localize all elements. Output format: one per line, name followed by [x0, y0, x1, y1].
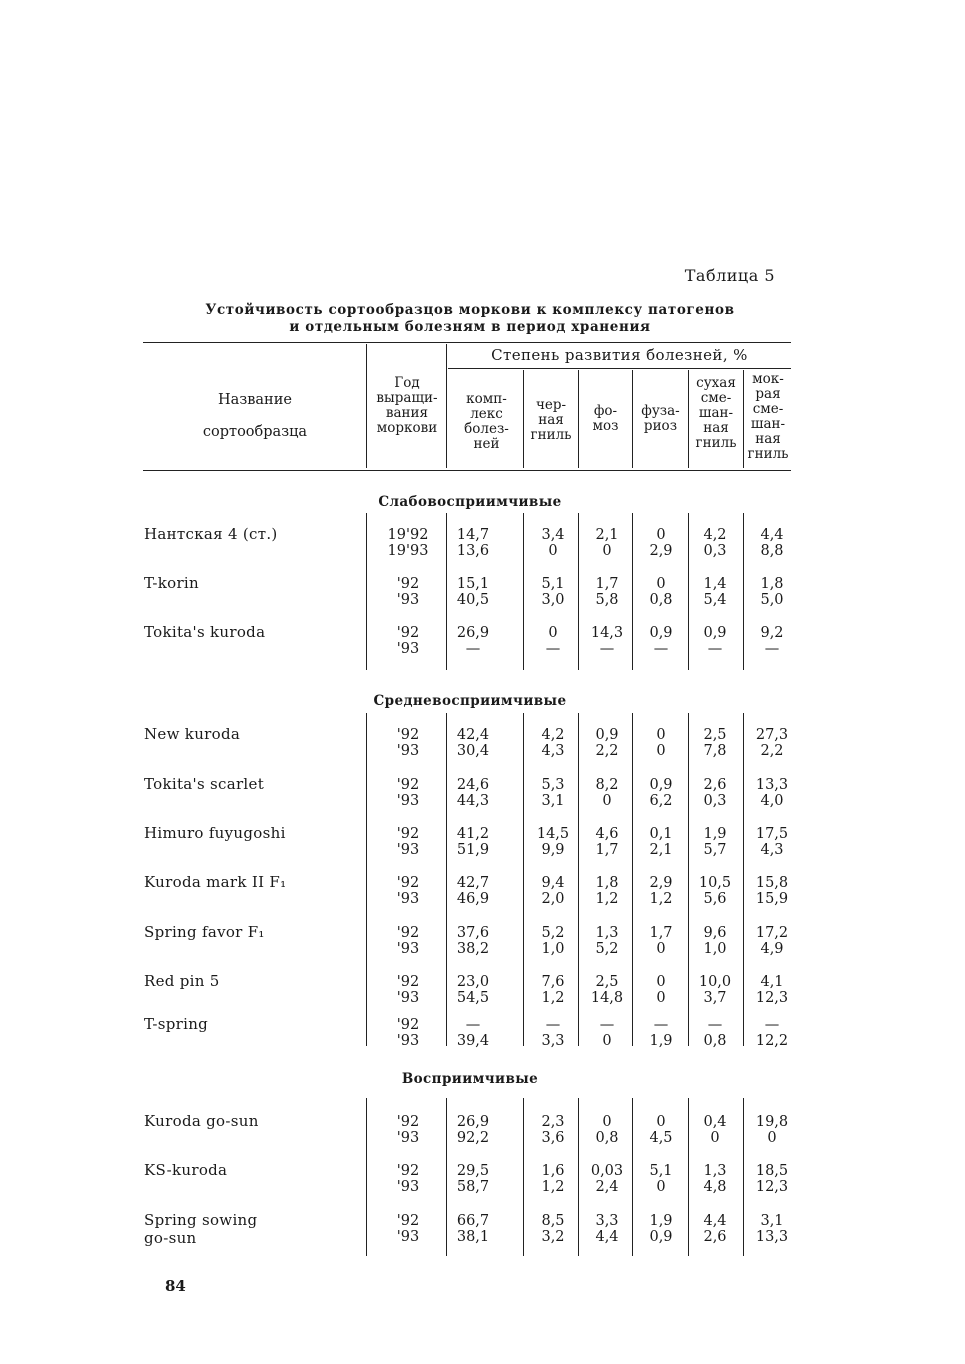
phoma-cell: 0,8: [595, 1130, 619, 1146]
fusarium-cell: 4,5: [649, 1130, 673, 1146]
phoma-cell: 1,3: [595, 925, 619, 941]
phoma-cell: 14,8: [590, 990, 624, 1006]
variety-name: [144, 525, 359, 543]
wet-rot-cell: 8,8: [760, 543, 784, 559]
table-row: [366, 576, 796, 592]
dry-rot-cell: 0,9: [703, 625, 727, 641]
variety-name: [144, 873, 359, 891]
header-text: шан-: [698, 405, 734, 421]
variety-name: [144, 1112, 359, 1130]
header-text: мок-: [752, 371, 784, 387]
year-cell: '93: [396, 743, 420, 759]
header-text: риоз: [643, 418, 678, 434]
wet-rot-cell: 5,0: [760, 592, 784, 608]
dry-rot-cell: 0,8: [703, 1033, 727, 1049]
table-row: [366, 974, 796, 990]
variety-name-line: Spring sowing: [144, 1211, 258, 1229]
complex-cell: 30,4: [456, 743, 490, 759]
dry-rot-cell: 0,3: [703, 793, 727, 809]
table-row: [366, 777, 796, 793]
complex-cell: 13,6: [456, 543, 490, 559]
complex-cell: 41,2: [456, 826, 490, 842]
variety-name-line: Kuroda mark II F₁: [144, 873, 287, 891]
header-text: болез-: [464, 421, 509, 437]
variety-name-line: Red pin 5: [144, 972, 220, 990]
phoma-cell: 0: [602, 543, 612, 559]
table-row: [366, 592, 796, 608]
table-row: [366, 793, 796, 809]
header-text: выращи-: [376, 390, 438, 406]
table-row: [366, 990, 796, 1006]
year-cell: '93: [396, 1229, 420, 1245]
fusarium-cell: 0: [656, 743, 666, 759]
year-cell: '92: [396, 576, 420, 592]
wet-rot-cell: 13,3: [755, 1229, 789, 1245]
header-text: лекс: [470, 406, 503, 422]
phoma-cell: —: [599, 641, 615, 657]
complex-cell: 44,3: [456, 793, 490, 809]
complex-cell: 37,6: [456, 925, 490, 941]
year-cell: '92: [396, 875, 420, 891]
table-row: [366, 543, 796, 559]
title-line-2: и отдельным болезням в период хранения: [289, 319, 651, 335]
dry-rot-cell: 2,5: [703, 727, 727, 743]
year-cell: '93: [396, 941, 420, 957]
header-divider: [446, 344, 447, 468]
variety-name-line: New kuroda: [144, 725, 241, 743]
phoma-cell: —: [599, 1017, 615, 1033]
header-disease-degree: Степень развития болезней, %: [491, 346, 748, 364]
phoma-cell: 0,03: [590, 1163, 624, 1179]
header-text: сме-: [752, 401, 784, 417]
variety-name: [144, 775, 359, 793]
black-rot-cell: 1,2: [541, 990, 565, 1006]
dry-rot-cell: 0: [710, 1130, 720, 1146]
section-title: Восприимчивые: [401, 1071, 539, 1087]
dry-rot-cell: —: [707, 1017, 723, 1033]
dry-rot-cell: 0,3: [703, 543, 727, 559]
variety-name-line: Himuro fuyugoshi: [144, 824, 286, 842]
dry-rot-cell: 1,9: [703, 826, 727, 842]
fusarium-cell: 0,9: [649, 777, 673, 793]
dry-rot-cell: 5,4: [703, 592, 727, 608]
wet-rot-cell: 2,2: [760, 743, 784, 759]
header-year: [368, 376, 446, 436]
title-line-1: Устойчивость сортообразцов моркови к комплексу патогенов: [205, 302, 735, 318]
dry-rot-cell: 4,4: [703, 1213, 727, 1229]
phoma-cell: 1,7: [595, 842, 619, 858]
wet-rot-cell: 12,2: [755, 1033, 789, 1049]
fusarium-cell: 0: [656, 941, 666, 957]
complex-cell: 58,7: [456, 1179, 490, 1195]
dry-rot-cell: 10,0: [698, 974, 732, 990]
variety-name-line: T-korin: [144, 574, 199, 592]
complex-cell: 42,4: [456, 727, 490, 743]
phoma-cell: 5,2: [595, 941, 619, 957]
wet-rot-cell: 9,2: [760, 625, 784, 641]
fusarium-cell: 0: [656, 727, 666, 743]
header-text: сухая: [696, 375, 736, 391]
table-label: Таблица 5: [684, 266, 775, 285]
complex-cell: —: [465, 641, 481, 657]
fusarium-cell: 0,1: [649, 826, 673, 842]
wet-rot-cell: 4,4: [760, 527, 784, 543]
black-rot-cell: 2,3: [541, 1114, 565, 1130]
phoma-cell: 2,5: [595, 974, 619, 990]
year-cell: '93: [396, 1033, 420, 1049]
header-text: рая: [755, 386, 781, 402]
wet-rot-cell: 27,3: [755, 727, 789, 743]
year-cell: 19'92: [387, 527, 429, 543]
year-cell: '92: [396, 777, 420, 793]
black-rot-cell: 1,0: [541, 941, 565, 957]
header-text: ная: [538, 412, 564, 428]
wet-rot-cell: 12,3: [755, 990, 789, 1006]
table-row: [366, 641, 796, 657]
phoma-cell: 0: [602, 793, 612, 809]
header-divider: [366, 344, 367, 468]
header-sub-rule: [448, 368, 791, 369]
table-row: [366, 891, 796, 907]
header-text: моз: [592, 418, 619, 434]
black-rot-cell: 2,0: [541, 891, 565, 907]
year-cell: '92: [396, 727, 420, 743]
page-number: 84: [165, 1277, 186, 1295]
phoma-cell: 2,4: [595, 1179, 619, 1195]
black-rot-cell: 9,9: [541, 842, 565, 858]
phoma-cell: 4,6: [595, 826, 619, 842]
black-rot-cell: 4,3: [541, 743, 565, 759]
table-row: [366, 1130, 796, 1146]
phoma-cell: 1,2: [595, 891, 619, 907]
complex-cell: 38,2: [456, 941, 490, 957]
wet-rot-cell: 3,1: [760, 1213, 784, 1229]
table-row: [366, 1033, 796, 1049]
header-text: фо-: [593, 403, 618, 419]
table-row: [366, 625, 796, 641]
black-rot-cell: 0: [548, 543, 558, 559]
header-subcolumn: [633, 404, 688, 434]
variety-name-line: T-spring: [144, 1015, 209, 1033]
phoma-cell: 14,3: [590, 625, 624, 641]
variety-name-line: Нантская 4 (ст.): [144, 525, 278, 543]
fusarium-cell: 2,1: [649, 842, 673, 858]
wet-rot-cell: 19,8: [755, 1114, 789, 1130]
fusarium-cell: 0: [656, 1179, 666, 1195]
complex-cell: 39,4: [456, 1033, 490, 1049]
phoma-cell: 4,4: [595, 1229, 619, 1245]
table-row: [366, 743, 796, 759]
variety-name-line: Spring favor F₁: [144, 923, 265, 941]
complex-cell: 46,9: [456, 891, 490, 907]
variety-name-line: KS-kuroda: [144, 1161, 228, 1179]
black-rot-cell: —: [545, 1017, 561, 1033]
dry-rot-cell: 4,2: [703, 527, 727, 543]
year-cell: '93: [396, 1130, 420, 1146]
table-row: [366, 1163, 796, 1179]
year-cell: '92: [396, 826, 420, 842]
fusarium-cell: 1,2: [649, 891, 673, 907]
wet-rot-cell: 13,3: [755, 777, 789, 793]
dry-rot-cell: 7,8: [703, 743, 727, 759]
dry-rot-cell: 1,0: [703, 941, 727, 957]
fusarium-cell: 2,9: [649, 543, 673, 559]
complex-cell: 54,5: [456, 990, 490, 1006]
dry-rot-cell: 0,4: [703, 1114, 727, 1130]
variety-name-line: Tokita's kuroda: [144, 623, 266, 641]
fusarium-cell: 0,9: [649, 625, 673, 641]
header-subcolumn: [524, 398, 578, 443]
wet-rot-cell: —: [764, 1017, 780, 1033]
year-cell: 19'93: [387, 543, 429, 559]
table-row: [366, 1229, 796, 1245]
year-cell: '92: [396, 1017, 420, 1033]
black-rot-cell: 3,4: [541, 527, 565, 543]
phoma-cell: 1,8: [595, 875, 619, 891]
complex-cell: 51,9: [456, 842, 490, 858]
table-row: [366, 1213, 796, 1229]
header-text: шан-: [750, 416, 786, 432]
fusarium-cell: 0: [656, 576, 666, 592]
black-rot-cell: 5,3: [541, 777, 565, 793]
fusarium-cell: 0: [656, 990, 666, 1006]
phoma-cell: 0,9: [595, 727, 619, 743]
black-rot-cell: 3,0: [541, 592, 565, 608]
dry-rot-cell: 2,6: [703, 777, 727, 793]
phoma-cell: 0: [602, 1114, 612, 1130]
header-text: Год: [394, 375, 420, 391]
black-rot-cell: 9,4: [541, 875, 565, 891]
header-variety-name: [150, 384, 360, 448]
complex-cell: 24,6: [456, 777, 490, 793]
black-rot-cell: 3,1: [541, 793, 565, 809]
black-rot-cell: —: [545, 641, 561, 657]
black-rot-cell: 14,5: [536, 826, 570, 842]
header-subcolumn: [450, 392, 523, 452]
variety-name: [144, 574, 359, 592]
wet-rot-cell: 17,2: [755, 925, 789, 941]
complex-cell: 14,7: [456, 527, 490, 543]
wet-rot-cell: 12,3: [755, 1179, 789, 1195]
variety-name: [144, 972, 359, 990]
year-cell: '93: [396, 641, 420, 657]
phoma-cell: 8,2: [595, 777, 619, 793]
fusarium-cell: 0,8: [649, 592, 673, 608]
table-row: [366, 1114, 796, 1130]
dry-rot-cell: 2,6: [703, 1229, 727, 1245]
header-text: сортообразца: [202, 424, 308, 440]
black-rot-cell: 7,6: [541, 974, 565, 990]
year-cell: '93: [396, 1179, 420, 1195]
black-rot-cell: 3,6: [541, 1130, 565, 1146]
complex-cell: —: [465, 1017, 481, 1033]
complex-cell: 23,0: [456, 974, 490, 990]
dry-rot-cell: 3,7: [703, 990, 727, 1006]
black-rot-cell: 5,1: [541, 576, 565, 592]
complex-cell: 26,9: [456, 1114, 490, 1130]
complex-cell: 42,7: [456, 875, 490, 891]
dry-rot-cell: 4,8: [703, 1179, 727, 1195]
header-text: вания: [385, 405, 429, 421]
wet-rot-cell: 4,9: [760, 941, 784, 957]
variety-name: [144, 1015, 359, 1033]
header-text: ней: [473, 436, 500, 452]
wet-rot-cell: 18,5: [755, 1163, 789, 1179]
phoma-cell: 3,3: [595, 1213, 619, 1229]
wet-rot-cell: 0: [767, 1130, 777, 1146]
wet-rot-cell: 1,8: [760, 576, 784, 592]
wet-rot-cell: 4,1: [760, 974, 784, 990]
table-row: [366, 727, 796, 743]
black-rot-cell: 3,2: [541, 1229, 565, 1245]
header-text: моркови: [376, 420, 438, 436]
header-text: ная: [755, 431, 781, 447]
header-text: сме-: [700, 390, 732, 406]
wet-rot-cell: 17,5: [755, 826, 789, 842]
fusarium-cell: 0: [656, 974, 666, 990]
wet-rot-cell: —: [764, 641, 780, 657]
header-top-rule: [143, 342, 791, 343]
complex-cell: 92,2: [456, 1130, 490, 1146]
header-text: ная: [703, 420, 729, 436]
dry-rot-cell: 10,5: [698, 875, 732, 891]
table-row: [366, 941, 796, 957]
table-title: [150, 302, 790, 336]
complex-cell: 38,1: [456, 1229, 490, 1245]
year-cell: '93: [396, 842, 420, 858]
header-subcolumn: [744, 372, 792, 462]
year-cell: '92: [396, 1213, 420, 1229]
variety-name: [144, 623, 359, 641]
complex-cell: 15,1: [456, 576, 490, 592]
black-rot-cell: 1,6: [541, 1163, 565, 1179]
header-subcolumn: [689, 376, 743, 451]
year-cell: '92: [396, 925, 420, 941]
header-text: гниль: [695, 435, 737, 451]
fusarium-cell: 0: [656, 1114, 666, 1130]
variety-name-line: go-sun: [144, 1229, 197, 1247]
header-subcolumn: [579, 404, 632, 434]
year-cell: '93: [396, 592, 420, 608]
table-row: [366, 925, 796, 941]
dry-rot-cell: 5,6: [703, 891, 727, 907]
year-cell: '93: [396, 990, 420, 1006]
header-text: гниль: [530, 427, 572, 443]
wet-rot-cell: 4,0: [760, 793, 784, 809]
dry-rot-cell: 9,6: [703, 925, 727, 941]
year-cell: '93: [396, 793, 420, 809]
phoma-cell: 0: [602, 1033, 612, 1049]
table-row: [366, 826, 796, 842]
fusarium-cell: 5,1: [649, 1163, 673, 1179]
year-cell: '93: [396, 891, 420, 907]
black-rot-cell: 3,3: [541, 1033, 565, 1049]
wet-rot-cell: 4,3: [760, 842, 784, 858]
fusarium-cell: 2,9: [649, 875, 673, 891]
variety-name-line: Tokita's scarlet: [144, 775, 265, 793]
dry-rot-cell: 1,3: [703, 1163, 727, 1179]
black-rot-cell: 8,5: [541, 1213, 565, 1229]
year-cell: '92: [396, 625, 420, 641]
black-rot-cell: 1,2: [541, 1179, 565, 1195]
table-row: [366, 1017, 796, 1033]
header-bottom-rule: [143, 470, 791, 471]
variety-name: [144, 923, 359, 941]
year-cell: '92: [396, 974, 420, 990]
fusarium-cell: 1,7: [649, 925, 673, 941]
year-cell: '92: [396, 1114, 420, 1130]
fusarium-cell: 1,9: [649, 1213, 673, 1229]
header-text: комп-: [466, 391, 507, 407]
complex-cell: 66,7: [456, 1213, 490, 1229]
fusarium-cell: 6,2: [649, 793, 673, 809]
header-text: Название: [218, 392, 292, 408]
fusarium-cell: —: [653, 1017, 669, 1033]
variety-name: [144, 1161, 359, 1179]
wet-rot-cell: 15,8: [755, 875, 789, 891]
table-row: [366, 875, 796, 891]
complex-cell: 40,5: [456, 592, 490, 608]
wet-rot-cell: 15,9: [755, 891, 789, 907]
black-rot-cell: 5,2: [541, 925, 565, 941]
section-title: Средневосприимчивые: [373, 693, 567, 709]
complex-cell: 26,9: [456, 625, 490, 641]
table-row: [366, 1179, 796, 1195]
variety-name-line: Kuroda go-sun: [144, 1112, 259, 1130]
dry-rot-cell: 5,7: [703, 842, 727, 858]
phoma-cell: 2,2: [595, 743, 619, 759]
table-row: [366, 842, 796, 858]
header-text: гниль: [747, 446, 789, 462]
dry-rot-cell: 1,4: [703, 576, 727, 592]
fusarium-cell: —: [653, 641, 669, 657]
section-title: Слабовосприимчивые: [378, 494, 562, 510]
phoma-cell: 1,7: [595, 576, 619, 592]
table-row: [366, 527, 796, 543]
header-text: фуза-: [641, 403, 680, 419]
complex-cell: 29,5: [456, 1163, 490, 1179]
variety-name: [144, 824, 359, 842]
phoma-cell: 2,1: [595, 527, 619, 543]
black-rot-cell: 0: [548, 625, 558, 641]
fusarium-cell: 1,9: [649, 1033, 673, 1049]
dry-rot-cell: —: [707, 641, 723, 657]
year-cell: '92: [396, 1163, 420, 1179]
variety-name: [144, 725, 359, 743]
header-text: чер-: [535, 397, 567, 413]
phoma-cell: 5,8: [595, 592, 619, 608]
variety-name: [144, 1211, 359, 1247]
fusarium-cell: 0,9: [649, 1229, 673, 1245]
black-rot-cell: 4,2: [541, 727, 565, 743]
fusarium-cell: 0: [656, 527, 666, 543]
